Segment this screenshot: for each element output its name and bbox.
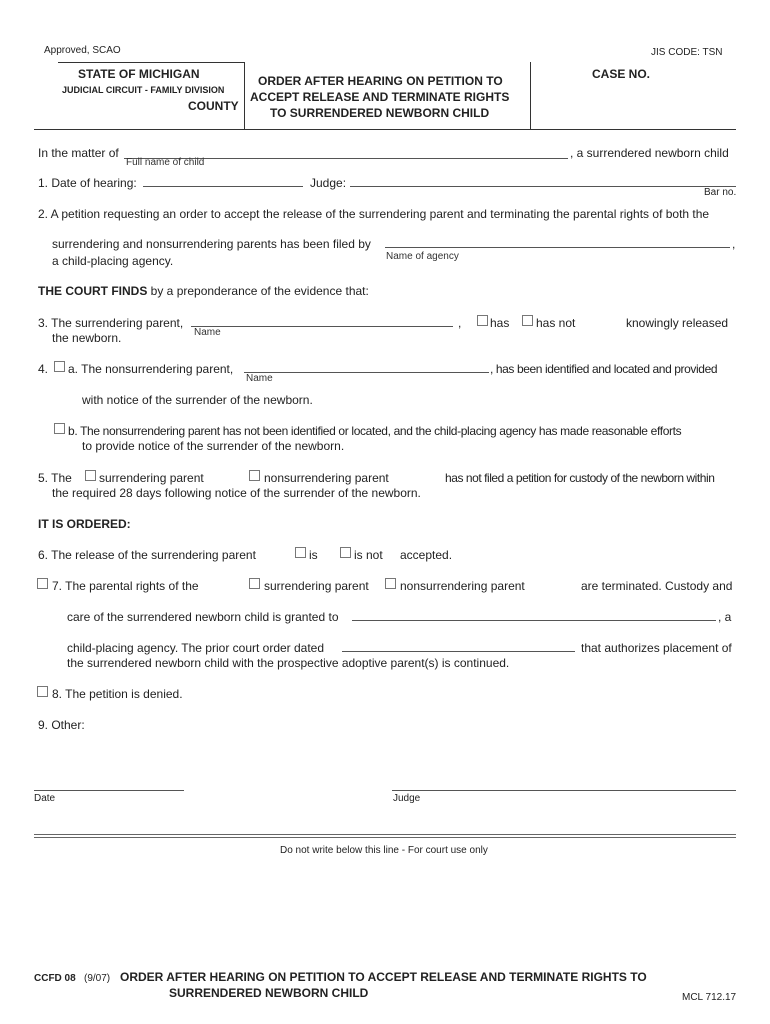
nonsurrendering-parent-name-field[interactable]	[244, 358, 489, 373]
signature-date-field[interactable]	[34, 776, 184, 791]
mcl-reference: MCL 712.17	[682, 992, 737, 1003]
knowingly-released-label: knowingly released	[626, 316, 729, 330]
agency-comma: ,	[732, 237, 736, 251]
agency-caption: Name of agency	[386, 251, 459, 262]
item7-surrendering-checkbox[interactable]	[249, 578, 260, 589]
form-title-line3: TO SURRENDERED NEWBORN CHILD	[270, 106, 490, 120]
item7-terminated: are terminated. Custody and	[581, 579, 733, 593]
signature-date-label: Date	[34, 793, 56, 804]
ordered-heading: IT IS ORDERED:	[38, 517, 131, 531]
item5-surrendering-checkbox[interactable]	[85, 470, 96, 481]
case-no-label: CASE NO.	[592, 67, 651, 81]
item7-line3: child-placing agency. The prior court order dated	[67, 641, 325, 655]
child-name-caption: Full name of child	[126, 157, 205, 168]
hearing-date-field[interactable]	[143, 172, 303, 187]
item7-line2-suffix: , a	[718, 610, 732, 624]
is-not-label: is not	[354, 548, 383, 562]
item5-prefix: 5. The	[38, 471, 72, 485]
petition-text-line2: surrendering and nonsurrendering parents has been filed by	[52, 237, 371, 251]
approval-note: Approved, SCAO	[44, 45, 121, 56]
header-divider-left	[244, 62, 245, 129]
form-title-line1: ORDER AFTER HEARING ON PETITION TO	[258, 74, 503, 88]
item9-label: 9. Other:	[38, 718, 85, 732]
surrendering-parent-name-field[interactable]	[191, 312, 453, 327]
item3-comma: ,	[458, 316, 462, 330]
item5-nonsurrendering-checkbox[interactable]	[249, 470, 260, 481]
state-title: STATE OF MICHIGAN	[78, 67, 200, 81]
form-title-line2: ACCEPT RELEASE AND TERMINATE RIGHTS	[250, 90, 510, 104]
item7-line4: the surrendered newborn child with the prospective adoptive parent(s) is continued.	[67, 656, 510, 670]
is-not-checkbox[interactable]	[340, 547, 351, 558]
signature-judge-label: Judge	[393, 793, 421, 804]
header-divider-right	[530, 62, 531, 129]
item4a-checkbox[interactable]	[54, 361, 65, 372]
surrendering-parent-name-caption: Name	[194, 327, 221, 338]
item4b-line1: b. The nonsurrendering parent has not been identified or located, and the child-placing agency has made reasonable efforts	[68, 424, 682, 438]
court-use-divider	[34, 834, 736, 838]
county-label: COUNTY	[188, 99, 239, 113]
item4b-checkbox[interactable]	[54, 423, 65, 434]
item4b-line2: to provide notice of the surrender of the newborn.	[82, 439, 345, 453]
nonsurrendering-parent-name-caption: Name	[246, 373, 273, 384]
item8-label: 8. The petition is denied.	[52, 687, 183, 701]
item4a-line2: with notice of the surrender of the newborn.	[82, 393, 313, 407]
case-no-field[interactable]	[550, 86, 720, 100]
item7-nonsurrendering-checkbox[interactable]	[385, 578, 396, 589]
court-use-note: Do not write below this line - For court use only	[280, 845, 488, 856]
item4a-label: a. The nonsurrendering parent,	[68, 362, 234, 376]
surrendering-parent-label: 3. The surrendering parent,	[38, 316, 184, 330]
agency-name-field[interactable]	[385, 233, 730, 248]
prior-order-date-field[interactable]	[342, 637, 575, 652]
form-revision: (9/07)	[84, 973, 111, 984]
has-checkbox[interactable]	[477, 315, 488, 326]
item5-suffix: has not filed a petition for custody of the newborn within	[445, 471, 715, 485]
court-finds-heading: THE COURT FINDS by a preponderance of the evidence that:	[38, 284, 369, 298]
has-not-checkbox[interactable]	[522, 315, 533, 326]
is-checkbox[interactable]	[295, 547, 306, 558]
accepted-label: accepted.	[400, 548, 453, 562]
item7-nonsurrendering-label: nonsurrendering parent	[400, 579, 525, 593]
petition-text-line3: a child-placing agency.	[52, 254, 174, 268]
header-rule	[58, 62, 244, 63]
is-label: is	[309, 548, 318, 562]
bar-no-caption: Bar no.	[704, 187, 737, 198]
item7-surrendering-label: surrendering parent	[264, 579, 369, 593]
item7-line2: care of the surrendered newborn child is granted to	[67, 610, 339, 624]
item3-line2: the newborn.	[52, 331, 122, 345]
footer-title-line2: SURRENDERED NEWBORN CHILD	[169, 986, 369, 1000]
jis-code: JIS CODE: TSN	[651, 47, 723, 58]
petition-text-line1: 2. A petition requesting an order to accept the release of the surrendering parent and terminating the parental rights of both the	[38, 207, 710, 221]
item4-number: 4.	[38, 362, 49, 376]
item7-line3-suffix: that authorizes placement of	[581, 641, 732, 655]
circuit-number-field[interactable]	[60, 102, 182, 116]
item5-nonsurrendering-label: nonsurrendering parent	[264, 471, 389, 485]
header-bottom-rule	[34, 129, 736, 130]
item7-label: 7. The parental rights of the	[52, 579, 199, 593]
item5-line2: the required 28 days following notice of the surrender of the newborn.	[52, 486, 421, 500]
other-field[interactable]	[100, 716, 734, 776]
has-not-label: has not	[536, 316, 576, 330]
hearing-date-label: 1. Date of hearing:	[38, 176, 137, 190]
item8-checkbox[interactable]	[37, 686, 48, 697]
matter-prefix: In the matter of	[38, 146, 119, 160]
judge-label: Judge:	[310, 176, 347, 190]
custody-granted-to-field[interactable]	[352, 606, 716, 621]
judge-name-field[interactable]	[350, 172, 736, 187]
item7-checkbox[interactable]	[37, 578, 48, 589]
has-label: has	[490, 316, 510, 330]
item6-label: 6. The release of the surrendering parent	[38, 548, 256, 562]
item4a-suffix: , has been identified and located and provided	[490, 362, 718, 376]
item5-surrendering-label: surrendering parent	[99, 471, 204, 485]
circuit-label: JUDICIAL CIRCUIT - FAMILY DIVISION	[62, 85, 225, 95]
footer-title-line1: ORDER AFTER HEARING ON PETITION TO ACCEPT RELEASE AND TERMINATE RIGHTS TO	[120, 970, 647, 984]
matter-suffix: , a surrendered newborn child	[570, 146, 729, 160]
judge-signature-field[interactable]	[392, 776, 736, 791]
form-number: CCFD 08	[34, 973, 76, 984]
